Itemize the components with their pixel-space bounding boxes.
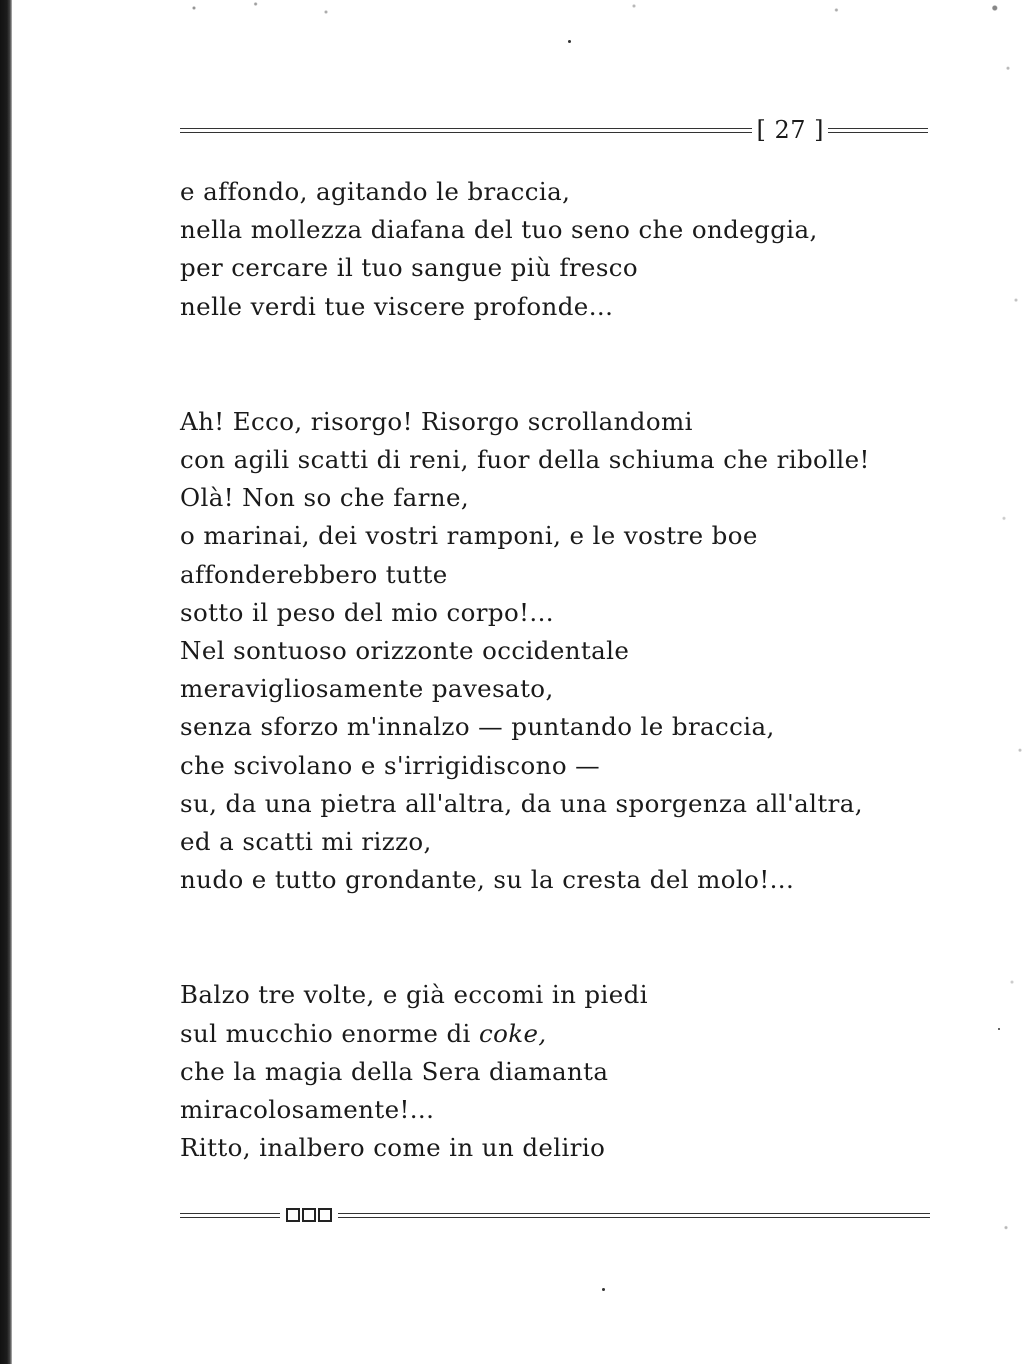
poem-line: ed a scatti mi rizzo, xyxy=(180,827,432,857)
scan-speck xyxy=(998,1028,1000,1030)
page-footer xyxy=(180,1203,930,1227)
page-number: [ 27 ] xyxy=(756,116,824,144)
ornament-box-icon xyxy=(318,1208,332,1222)
footer-rule-right xyxy=(338,1213,930,1218)
scan-right-noise xyxy=(992,0,1032,1364)
poem-line: o marinai, dei vostri ramponi, e le vostre boe xyxy=(180,521,758,551)
scan-top-noise xyxy=(150,0,1030,20)
ornament-box-icon xyxy=(302,1208,316,1222)
ornament-box-icon xyxy=(286,1208,300,1222)
poem-line: Nel sontuoso orizzonte occidentale xyxy=(180,636,630,666)
italic-word: coke, xyxy=(478,1018,547,1048)
stanza-1 xyxy=(180,173,940,326)
stanza-2 xyxy=(180,403,940,900)
poem-line: meravigliosamente pavesato, xyxy=(180,674,554,704)
poem-line: nella mollezza diafana del tuo seno che ondeggia, xyxy=(180,215,818,245)
poem-line: senza sforzo m'innalzo — puntando le braccia, xyxy=(180,712,775,742)
poem-line-text: sul mucchio enorme di xyxy=(180,1018,479,1048)
poem-line: su, da una pietra all'altra, da una sporgenza all'altra, xyxy=(180,788,863,818)
poem-line: Ah! Ecco, risorgo! Risorgo scrollandomi xyxy=(180,406,693,436)
footer-ornament xyxy=(280,1208,338,1222)
poem-line: sotto il peso del mio corpo!... xyxy=(180,597,554,627)
poem-line: per cercare il tuo sangue più fresco xyxy=(180,253,639,283)
poem-line: che la magia della Sera diamanta xyxy=(180,1056,609,1086)
poem-line: miracolosamente!... xyxy=(180,1095,435,1125)
poem-line: che scivolano e s'irrigidiscono — xyxy=(180,750,601,780)
scan-speck xyxy=(602,1288,605,1291)
poem-line: affonderebbero tutte xyxy=(180,559,448,589)
scan-speck xyxy=(568,40,571,43)
page-header xyxy=(180,112,928,148)
poem-line: nelle verdi tue viscere profonde... xyxy=(180,291,614,321)
poem-line xyxy=(180,1015,940,1053)
stanza-3 xyxy=(180,976,940,1167)
header-rule-right xyxy=(828,128,928,133)
scan-left-edge xyxy=(0,0,12,1364)
footer-rule-left xyxy=(180,1213,280,1218)
poem-line: Olà! Non so che farne, xyxy=(180,483,470,513)
poem-line: con agili scatti di reni, fuor della schiuma che ribolle! xyxy=(180,445,870,475)
header-rule-left xyxy=(180,128,752,133)
poem-body xyxy=(180,173,940,1167)
poem-line: Balzo tre volte, e già eccomi in piedi xyxy=(180,980,648,1010)
poem-line: e affondo, agitando le braccia, xyxy=(180,177,571,206)
poem-line: nudo e tutto grondante, su la cresta del molo!... xyxy=(180,865,795,895)
poem-line: Ritto, inalbero come in un delirio xyxy=(180,1133,606,1163)
